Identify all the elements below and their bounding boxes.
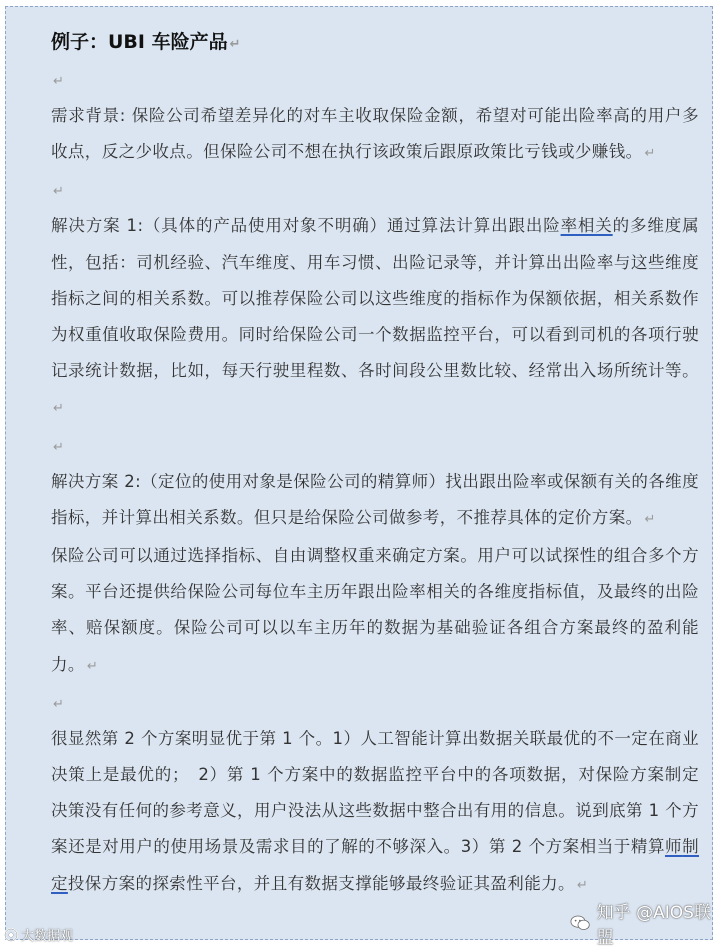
doc-title-text: 例子：UBI 车险产品 bbox=[51, 31, 228, 53]
watermark-bigdata bbox=[4, 925, 73, 944]
wechat-icon bbox=[570, 914, 591, 932]
spellcheck-underline: 师 bbox=[665, 837, 683, 857]
doc-title bbox=[51, 22, 699, 62]
empty-line bbox=[51, 428, 699, 464]
conclusion-text-a: 很显然第 2 个方案明显优于第 1 个。1）人工智能计算出数据关联最优的不一定在商业决策上是最优的； 2）第 1 个方案中的数据监控平台中的各项数据，对保险方案制定决策没有任何的参考意义，用户没法从这些数据中整合出有用的信息。说到底第 1 个方案还是对用户的使用场景及需求目的了解的不够深入。3）第 2 个方案相当于精算 bbox=[51, 728, 699, 857]
watermark-zhihu bbox=[570, 898, 720, 948]
paragraph-mark: ↵ bbox=[53, 696, 64, 712]
spellcheck-underline: 制定 bbox=[51, 837, 699, 893]
paragraph-mark: ↵ bbox=[86, 658, 99, 674]
plan1-text-b: 的多维度属性，包括：司机经验、汽车维度、用车习惯、出险记录等，并计算出出险率与这些维度指标之间的相关系数。可以推荐保险公司以这些维度的指标作为保额依据，相关系数作为权重值收取保险费用。同时给保险公司一个数据监控平台，可以看到司机的各项行驶记录统计数据，比如，每天行驶里程数、各时间段公里数比较、经常出入场所统计等。 bbox=[51, 216, 700, 381]
paragraph-mark: ↵ bbox=[53, 184, 64, 200]
paragraph-plan-1 bbox=[51, 208, 699, 427]
paragraph-plan-2 bbox=[51, 464, 699, 538]
paragraph-plan-2-detail bbox=[51, 538, 699, 685]
empty-line bbox=[51, 62, 699, 98]
paragraph-background bbox=[51, 98, 699, 172]
paragraph-mark: ↵ bbox=[229, 37, 241, 52]
paragraph-mark: ↵ bbox=[644, 511, 656, 527]
logo-icon bbox=[4, 928, 18, 942]
watermark-left-text: 大数据观 bbox=[21, 929, 74, 944]
paragraph-conclusion bbox=[51, 721, 699, 904]
watermark-right-text: 知乎 @AIOS联盟 bbox=[596, 903, 711, 948]
paragraph-mark: ↵ bbox=[53, 439, 64, 455]
paragraph-mark: ↵ bbox=[576, 877, 589, 893]
paragraph-mark: ↵ bbox=[53, 74, 64, 89]
paragraph-background-text: 需求背景: 保险公司希望差异化的对车主收取保险金额，希望对可能出险率高的用户多收点，反之少收点。但保险公司不想在执行该政策后跟原政策比亏钱或少赚钱。 bbox=[51, 106, 699, 162]
paragraph-mark: ↵ bbox=[53, 401, 65, 417]
empty-line bbox=[51, 172, 699, 208]
plan1-text-a: 解决方案 1:（具体的产品使用对象不明确）通过算法计算出跟出险 bbox=[51, 216, 561, 236]
paragraph-mark: ↵ bbox=[644, 146, 656, 162]
spellcheck-underline: 率相关 bbox=[560, 216, 613, 236]
plan2-text: 解决方案 2:（定位的使用对象是保险公司的精算师）找出跟出险率或保额有关的各维度指标，并计算出相关系数。但只是给保险公司做参考，不推荐具体的定价方案。 bbox=[51, 471, 699, 527]
conclusion-text-b: 投保方案的探索性平台，并且有数据支撑能够最终验证其盈利能力。 bbox=[67, 873, 575, 893]
plan2-detail-text: 保险公司可以通过选择指标、自由调整权重来确定方案。用户可以试探性的组合多个方案。平台还提供给保险公司每位车主历年跟出险率相关的各维度指标值，及最终的出险率、赔保额度。保险公司可以以车主历年的数据为基础验证各组合方案最终的盈利能力。 bbox=[51, 546, 699, 674]
document-content bbox=[51, 22, 699, 904]
empty-line bbox=[51, 685, 699, 721]
